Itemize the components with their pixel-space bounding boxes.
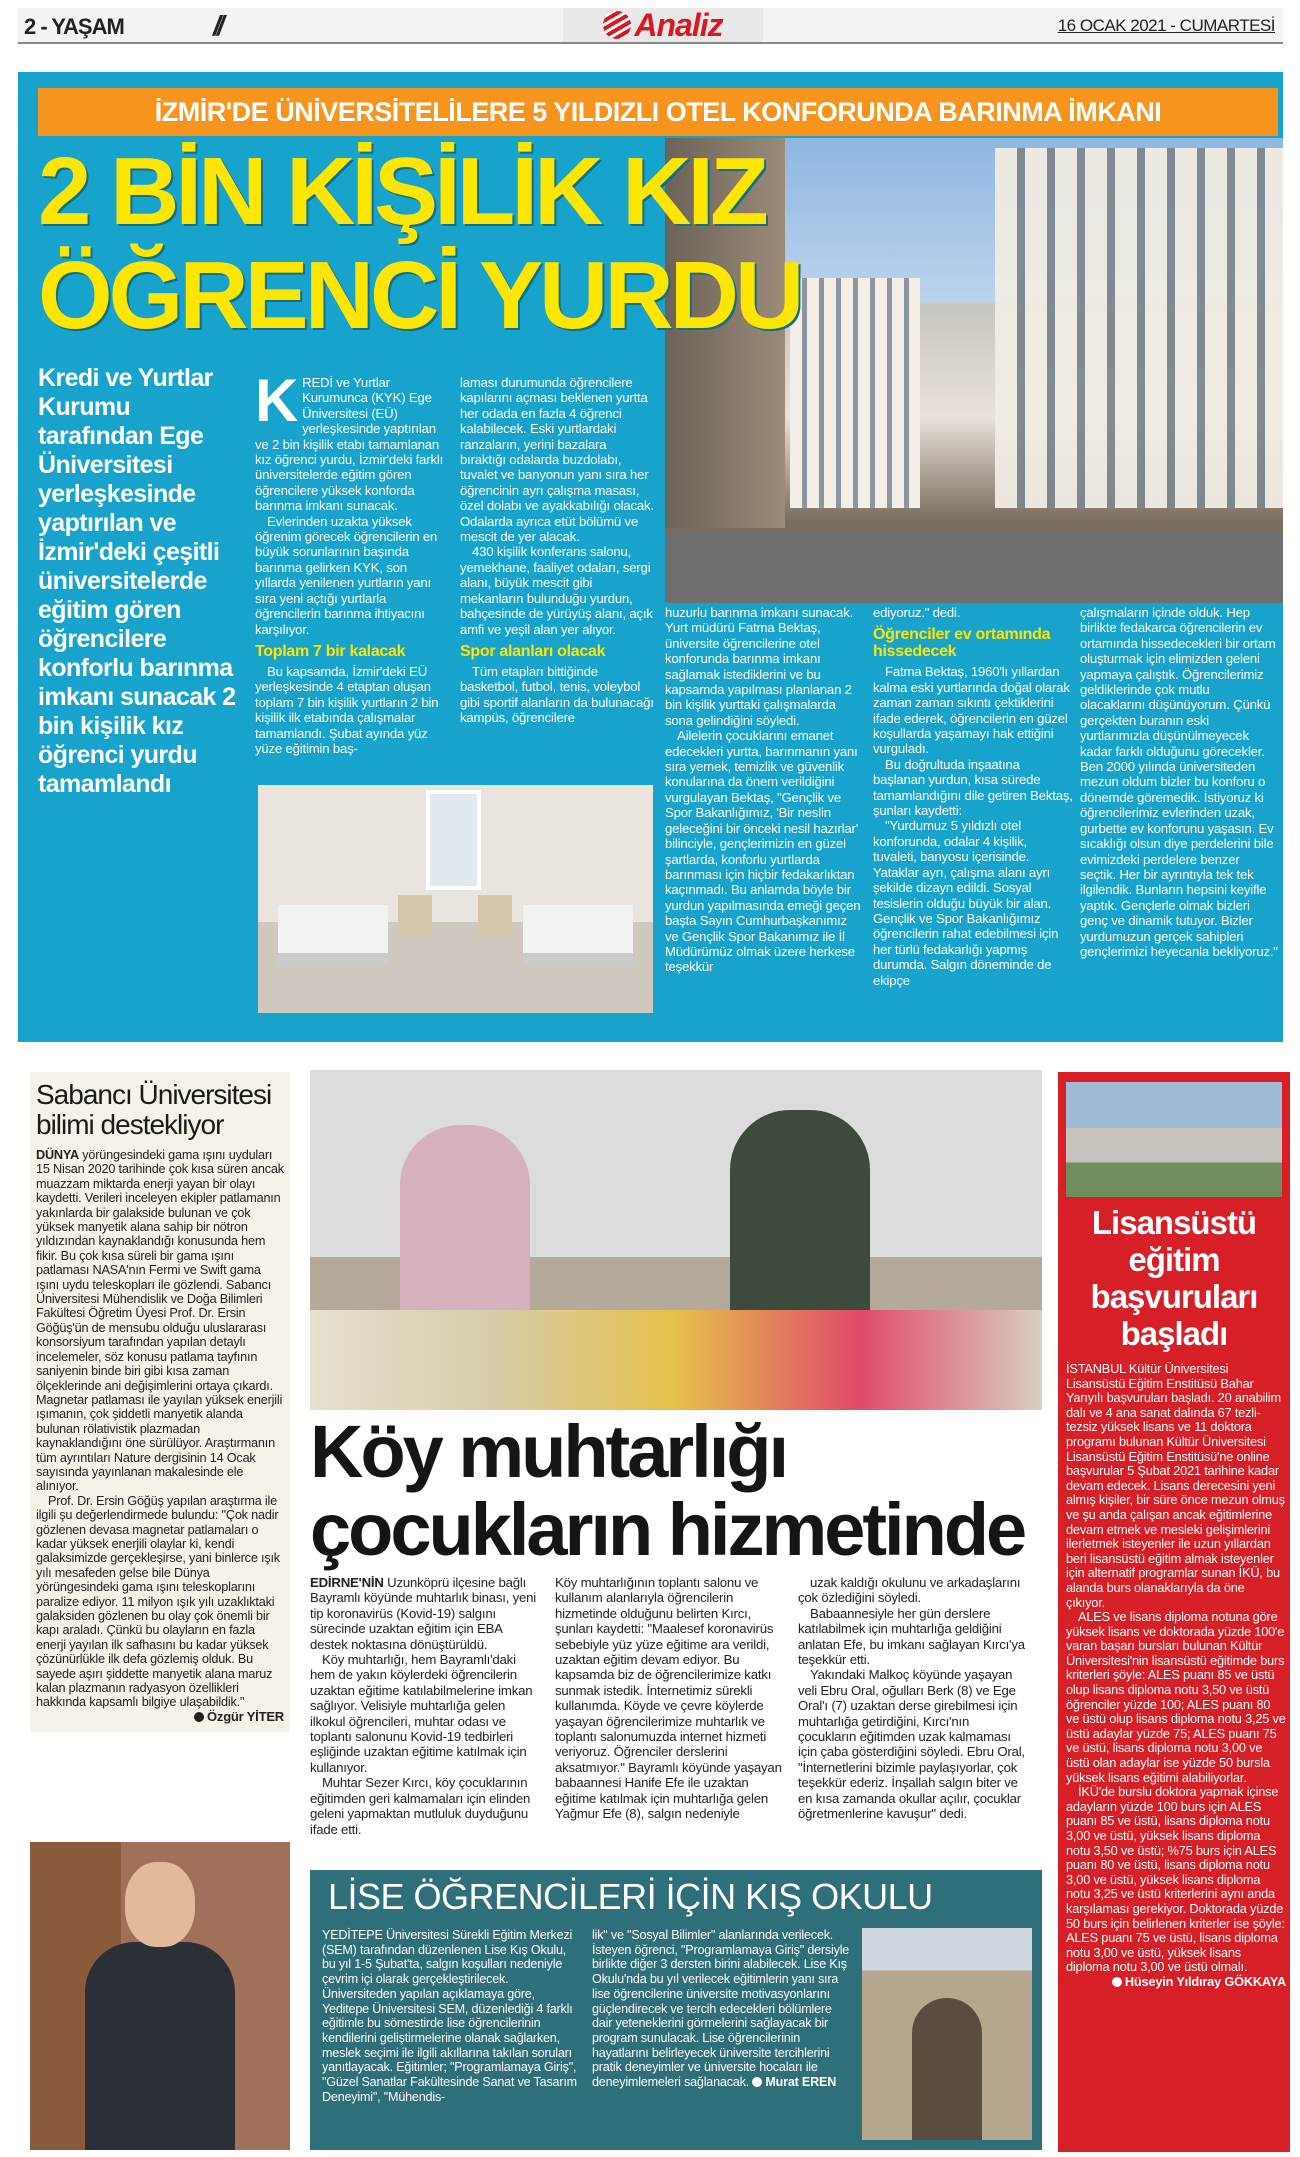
- university-gate-photo: [862, 1928, 1032, 2140]
- koy-headline: [310, 1410, 1050, 1571]
- paragraph: Ailelerin çocuklarını emanet edecekleri yurtta, barınmanın yanı sıra yemek, temizlik ve güvenlik konularına da önem verildiğini vurgulayan Bektaş, "Gençlik ve Spor Bakanlığımız, 'Bir neslin geleceğini bir önceki nesil hazırlar' bilinciyle, gençlerimizin en güzel şartlarda, konforlu yurtlarda barınması için hiçbir fedakarlıktan kaçınmadı. Bu anlamda böyle bir yurdun yapılmasında emeği geçen başta Sayın Cumhurbaşkanımız ve Gençlik Spor Bakanımız ile İl Müdürümüz olmak üzere herkese teşekkür: [665, 728, 861, 975]
- koy-column-1: [310, 1575, 542, 1837]
- koy-paragraph: Muhtar Sezer Kırcı, köy çocuklarının eğitimden geri kalmamaları için elinden geleni yapmaktan mutluluk duyduğunu ifade etti.: [310, 1775, 531, 1837]
- sabanci-article: [30, 1072, 290, 1732]
- feature-lead: Kredi ve Yurtlar Kurumu tarafından Ege Üniversitesi yerleşkesinde yaptırılan ve İzmir'deki çeşitli üniversitelerde eğitim gören öğrencilere konforlu barınma imkanı sunacak 2 bin kişilik kız öğrenci yurdu tamamlandı: [38, 364, 236, 798]
- paragraph: huzurlu barınma imkanı sunacak. Yurt müdürü Fatma Bektaş, üniversite öğrencilerine otel konforunda barınma imkanı sağlamak istediklerini ve bu kapsamda yapılması planlanan 2 bin kişilik yurttaki çalışmalarda sona gelindiğini söyledi.: [665, 605, 854, 728]
- page-header: [18, 8, 1283, 44]
- paragraph: YEDİTEPE Üniversitesi Sürekli Eğitim Merkezi (SEM) tarafından düzenlenen Lise Kış Okulu, bu yıl 1-5 Şubat'ta, salgın koşulları nedeniyle çevrim içi olarak gerçekleştirilecek. Üniversiteden yapılan açıklamaya göre, Yeditepe Üniversitesi SEM, düzenlediği 4 farklı eğitimle bu sömestirde lise öğrencilerinin kendilerini geliştirmelerine olanak sağlarken, meslek seçimi ile ilgili akıllarına takılan soruları yanıtlayacak. Eğitimler; "Programlamaya Giriş", "Güzel Sanatlar Fakültesinde Sanat ve Tasarım Deneyimi", "Mühendis-: [322, 1928, 577, 2104]
- lisansustu-article: [1058, 1072, 1290, 2152]
- feature-column-3: [665, 605, 863, 975]
- sabanci-byline: Özgür YİTER: [36, 1710, 284, 1724]
- paragraph: Evlerinden uzakta yüksek öğrenim görecek öğrencilerin en büyük sorunlarının başında barınma gelirken KYK, son yıllarda yenilenen yurtların yanı sıra yeni açtığı yurtlarla öğrencilerin barınma ihtiyacını karşılıyor.: [255, 513, 438, 637]
- koy-headline-line-2: çocukların hizmetinde: [310, 1488, 1025, 1571]
- paragraph: laması durumunda öğrencilere kapılarını açması beklenen yurtta her odada en fazla 4 öğrenci kalabilecek. Eski yurtlardaki ranzaların, yerini bazalara bıraktığı odalarda buzdolabı, tuvalet ve banyonun yanı sıra her öğrencinin ayrı çalışma masası, özel dolabı ve ayakkabılığı olacak. Odalarda ayrıca etüt bölümü ve mescit de yer alacak.: [460, 375, 654, 545]
- paragraph: Tüm etapları bittiğinde basketbol, futbol, tenis, voleybol gibi sportif alanların da bulunacağı kampüs, öğrencilere: [460, 663, 654, 726]
- subheading: Spor alanları olacak: [460, 642, 606, 660]
- professor-portrait-photo: [30, 1842, 290, 2150]
- paragraph: Bu kapsamda, İzmir'deki EÜ yerleşkesinde 4 etaptan oluşan toplam 7 bin kişilik yurtların 2 bin kişilik ilk etabında çalışmalar tamamlandı. Şubat ayında yüz yüze eğitimin baş-: [255, 663, 439, 756]
- separator-mark: //: [213, 10, 221, 41]
- newspaper-logo[interactable]: [563, 8, 763, 42]
- subheading: Toplam 7 bir kalacak: [255, 642, 406, 660]
- bullet-icon: [752, 2077, 762, 2087]
- lisansustu-paragraph: İSTANBUL Kültür Üniversitesi Lisansüstü Eğitim Enstitüsü Bahar Yarıyılı başvuruları başladı. 20 anabilim dalı ve 4 ana sanat dalında 67 tezli-tezsiz yüksek lisans ve 11 doktora programı bulunan Kültür Üniversitesi Lisansüstü Eğitim Enstitüsü'ne online başvurular 5 Şubat 2021 tarihine kadar devam edecek. Lisans derecesini yeni almış kişiler, bir süre önce mezun olmuş ve şu anda çalışan ancak eğitimlerine devam etmek ve mesleki gelişimlerini ilerletmek isteyenler ile uzun yıllardan beri lisansüstü eğitim almak isteyenler için alternatif programlar sunan İKÜ, bu alanda burs olanaklarıyla da öne çıkıyor.: [1066, 1361, 1285, 1610]
- feature-banner: İZMİR'DE ÜNİVERSİTELİLERE 5 YILDIZLI OTEL KONFORUNDA BARINMA İMKANI: [38, 88, 1278, 136]
- feature-column-2: [460, 375, 654, 726]
- koy-column-3: [798, 1575, 1030, 1822]
- feature-article: [18, 72, 1283, 1042]
- issue-date: 16 OCAK 2021 - CUMARTESİ: [1057, 16, 1275, 35]
- koy-paragraph: Köy muhtarlığı, hem Bayramlı'daki hem de yakın köylerdeki öğrencilerin uzaktan eğitime katılabilmelerine imkan sağlıyor. Velisiyle muhtarlığa gelen ilkokul öğrencileri, muhtar odası ve toplantı salonunu Kovid-19 tedbirleri eşliğinde uzaktan eğitime katılmak için kullanıyor.: [310, 1652, 533, 1775]
- paragraph: ediyoruz." dedi.: [873, 605, 961, 620]
- subheading: Öğrenciler ev ortamında hissedecek: [873, 626, 1051, 661]
- paragraph: Yakındaki Malkoç köyünde yaşayan veli Ebru Oral, oğulları Berk (8) ve Ege Oral'ı (7) uzaktan derse girebilmesi için muhtarlığa getirdiğini, Kırcı'nın çocukların eğitimden uzak kalmaması için çaba gösterdiğini söyledi. Ebru Oral, "İnternetlerini bizimle paylaşıyorlar, çok teşekkür ederiz. İnşallah salgın biter ve en kısa zamanda okullar açılır, çocuklar öğretmenlerine kavuşur" dedi.: [798, 1667, 1025, 1822]
- paragraph: Babaannesiyle her gün derslere katılabilmek için muhtarlığa geldiğini anlatan Efe, bu imkanı sağlayan Kırcı'ya teşekkür etti.: [798, 1605, 1025, 1668]
- headline-line-1: 2 BİN KİŞİLİK KIZ: [38, 138, 765, 245]
- paragraph: Bu doğrultuda inşaatına başlanan yurdun, kısa sürede tamamlandığını dile getiren Bektaş, şunları kaydetti:: [873, 756, 1073, 819]
- lise-byline: Murat EREN: [765, 2075, 837, 2090]
- lise-paragraph: lik" ve "Sosyal Bilimler" alanlarında verilecek. İsteyen öğrenci, "Programlamaya Giriş" dersiyle birlikte diğer 3 dersten birini alabilecek. Lise Kış Okulu'nda bu yıl verilecek eğitimlerin yanı sıra lise öğrencilerine üniversite motivasyonlarını güçlendirecek ve tercih edecekleri bölümlere dair yeteneklerini görmelerini sağlayacak bir program sunulacak. Lise öğrencilerinin hayatlarını belirleyecek üniversite tercihlerini pratik deneyimler ve üniversite hocaları ile deneyimlemeleri sağlanacak. Murat EREN: [592, 1928, 850, 2090]
- paragraph: Fatma Bektaş, 1960'lı yıllardan kalma eski yurtlarında doğal olarak zaman zaman sıkıntı çektiklerini ifade ederek, öğrencilerin en güzel koşullarda yaşamayı hak ettiğini vurguladı.: [873, 664, 1070, 757]
- feature-headline: [38, 140, 800, 348]
- section-label: 2 - YAŞAM: [24, 14, 124, 39]
- lise-article: [310, 1870, 1042, 2150]
- sabanci-paragraph: DÜNYA yörüngesindeki gama ışını uyduları 15 Nisan 2020 tarihinde çok kısa süren ancak muazzam miktarda enerji yayan bir olayı kaydetti. Verileri inceleyen ekipler patlamanın yakınlarda bir galakside bulunan ve çok yüksek manyetik alana sahip bir nötron yıldızından kaynaklandığı konusunda hem fikir. Bu çok kısa süreli bir gama ışını patlaması NASA'nın Fermi ve Swift gama ışını uydu teleskopları ile gözlendi. Sabancı Üniversitesi Mühendislik ve Doğa Bilimleri Fakültesi Öğretim Üyesi Prof. Dr. Ersin Göğüş'ün de mensubu olduğu uluslararası konsorsiyum tarafından yapılan detaylı incelemeler, söz konusu patlama tayfının saniyenin binde biri gibi kısa zaman ölçeklerinde ani değişimlerini ortaya çıkardı. Magnetar patlaması ile yayılan yüksek enerjili ışımanın, çok şiddetli manyetik alanda bulunan rölativistik plazmadan kaynaklandığını öne sürülüyor. Araştırmanın tüm ayrıntıları Nature dergisinin 14 Ocak sayısında yayınlanan makalesinde ele alınıyor.: [36, 1148, 284, 1494]
- koy-column-2: [555, 1575, 787, 1822]
- koy-paragraph: EDİRNE'NİN Uzunköprü ilçesine bağlı Bayramlı köyünde muhtarlık binası, yeni tip koronavirüs (Kovid-19) salgını sürecinde uzaktan eğitim için EBA destek noktasına dönüştürüldü.: [310, 1575, 537, 1652]
- paragraph: KREDİ ve Yurtlar Kurumunca (KYK) Ege Üniversitesi (EÜ) yerleşkesinde yaptırılan ve 2 bin kişilik etabı tamamlanan kız öğrenci yurdu, İzmir'deki farklı üniversitelerde eğitim gören öğrencilere yüksek konforda barınma imkanı sunacak.: [255, 367, 444, 514]
- children-remote-learning-photo: [310, 1070, 1042, 1410]
- dorm-room-photo: [258, 785, 653, 1013]
- feature-column-5: [1080, 605, 1278, 959]
- logo-globe-icon: [603, 11, 631, 39]
- lisansustu-title: Lisansüstü eğitim başvuruları başladı: [1090, 1204, 1258, 1352]
- paragraph: uzak kaldığı okulunu ve arkadaşlarını çok özlediğini söyledi.: [798, 1575, 1021, 1606]
- logo-text: Analiz: [634, 6, 723, 43]
- lead-word: DÜNYA: [36, 1148, 79, 1162]
- lisansustu-byline: Hüseyin Yıldıray GÖKKAYA: [1066, 1975, 1286, 1990]
- campus-photo: [1066, 1082, 1282, 1197]
- bullet-icon: [194, 1712, 204, 1722]
- lise-title: LİSE ÖĞRENCİLERİ İÇİN KIŞ OKULU: [328, 1876, 933, 1917]
- bullet-icon: [1112, 1977, 1122, 1987]
- feature-column-1: [255, 367, 445, 756]
- paragraph: Köy muhtarlığının toplantı salonu ve kullanım alanlarıyla öğrencilerin hizmetinde olduğunu belirten Kırcı, şunları kaydetti: "Maalesef koronavirüs sebebiyle yüz yüze eğitime ara verildi, uzaktan eğitim devam ediyor. Bu kapsamda biz de öğrencilerimize katkı sunmak istedik. İnternetimiz sürekli kullanımda. Köyde ve çevre köylerde yaşayan öğrencilerimize muhtarlık ve toplantı salonumuzda internet hizmeti veriyoruz. Öğrenciler derslerini aksatmıyor." Bayramlı köyünde yaşayan babaannesi Hanife Efe ile uzaktan eğitime katılmak için muhtarlığa gelen Yağmur Efe (8), salgın nedeniyle: [555, 1575, 782, 1822]
- sabanci-title: Sabancı Üniversitesi bilimi destekliyor: [36, 1079, 272, 1140]
- feature-column-4: [873, 605, 1073, 988]
- lisansustu-paragraph: ALES ve lisans diploma notuna göre yüksek lisans ve doktorada yüzde 100'e varan başarı bursları bulunan Kültür Üniversitesi'nin lisansüstü eğitimde burs kriterleri şöyle: ALES puanı 85 ve üstü olup lisans diploma notu 3,50 ve üstü öğrenciler yüzde 100; ALES puanı 80 ve üstü olup lisans diploma notu 3,25 ve üstü adaylar yüzde 75; ALES puanı 75 ve üstü, lisans diploma notu 3,00 ve üstü olan adaylar ise yüzde 50 bursla yüksek lisans eğitimi alabiliyorlar.: [1066, 1609, 1286, 1785]
- headline-line-2: ÖĞRENCİ YURDU: [38, 242, 801, 349]
- lise-column-2: [592, 1928, 850, 2090]
- paragraph: çalışmaların içinde olduk. Hep birlikte fedakarca öğrencilerin ev ortamında hissedecekleri bir ortam oluşturmak için elimizden geleni yapmaya çalıştık. Öğrencilerimiz geldiklerinde çok mutlu olacaklarını düşünüyorum. Çünkü gerçekten buranın eski yurtlarımızla düşünülmeyecek kadar farklı olduğunu görecekler. Ben 2000 yılında üniversiteden mezun oldum bizler bu konforu o dönemde göremedik. İstiyoruz ki öğrencilerimiz evlerinden uzak, gurbette ev konforunu yaşasın. Ev sıcaklığı olsun diye perdelerini bile evimizdeki perdelere benzer seçtik. Her bir ayrıntıyla tek tek ilgilendik. Bunların hepsini keyifle yaptık. Gençlerle olmak bizleri genç ve dinamik tutuyor. Bizler yurdumuzun gerçek sahipleri gençlerimizi heyecanla bekliyoruz.": [1080, 605, 1278, 959]
- paragraph: 430 kişilik konferans salonu, yemekhane, faaliyet odaları, sergi alanı, büyük mescit gibi mekanların bulunduğu yurdun, bahçesinde de yürüyüş alanı, açık amfi ve yeşil alan yer alıyor.: [460, 544, 653, 637]
- lisansustu-paragraph: İKÜ'de burslu doktora yapmak içinse adayların yüzde 100 burs için ALES puanı 85 ve üstü, lisans diploma notu 3,00 ve üstü, yüksek lisans diploma notu 3,50 ve üstü; %75 burs için ALES puanı 80 ve üstü, lisans diploma notu 3,00 ve üstü, yüksek lisans diploma notu 3,25 ve üstü kriterlerini aynı anda karşılaması gerekiyor. Doktorada yüzde 50 burs için belirlenen kriterler ise şöyle: ALES puanı 75 ve üstü, lisans diploma notu 3,00 ve üstü, yüksek lisans diploma notu 3,00 ve üstü olmalı.: [1066, 1784, 1285, 1975]
- sabanci-paragraph: Prof. Dr. Ersin Göğüş yapılan araştırma ile ilgili şu değerlendirmede bulundu: "Çok nadir gözlenen devasa magnetar patlamaları o kadar yüksek enerjili olaylar ki, kendi galaksimizde gerçekleşirse, yani binlerce ışık yılı mesafeden gelse bile Dünya yörüngesindeki gama ışını teleskoplarını paralize ediyor. 11 milyon ışık yılı uzaklıktaki galaksiden gözlenen bu olay çok önemli bir kapı araladı. Çünkü bu olayların en fazla enerji yayılan ilk safhasını bu kadar yüksek çözünürlükle ilk defa gözlemiş olduk. Bu sayede aşırı şiddette manyetik alana maruz kalan plazmanın radyasyon özellikleri hakkında kapsamlı bilgiye ulaşabildik.": [36, 1493, 280, 1710]
- lise-column-1: [322, 1928, 580, 2104]
- paragraph: "Yurdumuz 5 yıldızlı otel konforunda, odalar 4 kişilik, tuvaleti, banyosu içerisinde. Yataklar ayrı, çalışma alanı ayrı şekilde dizayn edildi. Sosyal tesislerin olduğu büyük bir alan. Gençlik ve Spor Bakanlığımız öğrencilerin rahat edebilmesi için her türlü fedakarlığı yapmış durumda. Salgın döneminde de ekipçe: [873, 818, 1059, 988]
- koy-headline-line-1: Köy muhtarlığı: [310, 1410, 787, 1493]
- lead-word: EDİRNE'NİN: [310, 1575, 384, 1590]
